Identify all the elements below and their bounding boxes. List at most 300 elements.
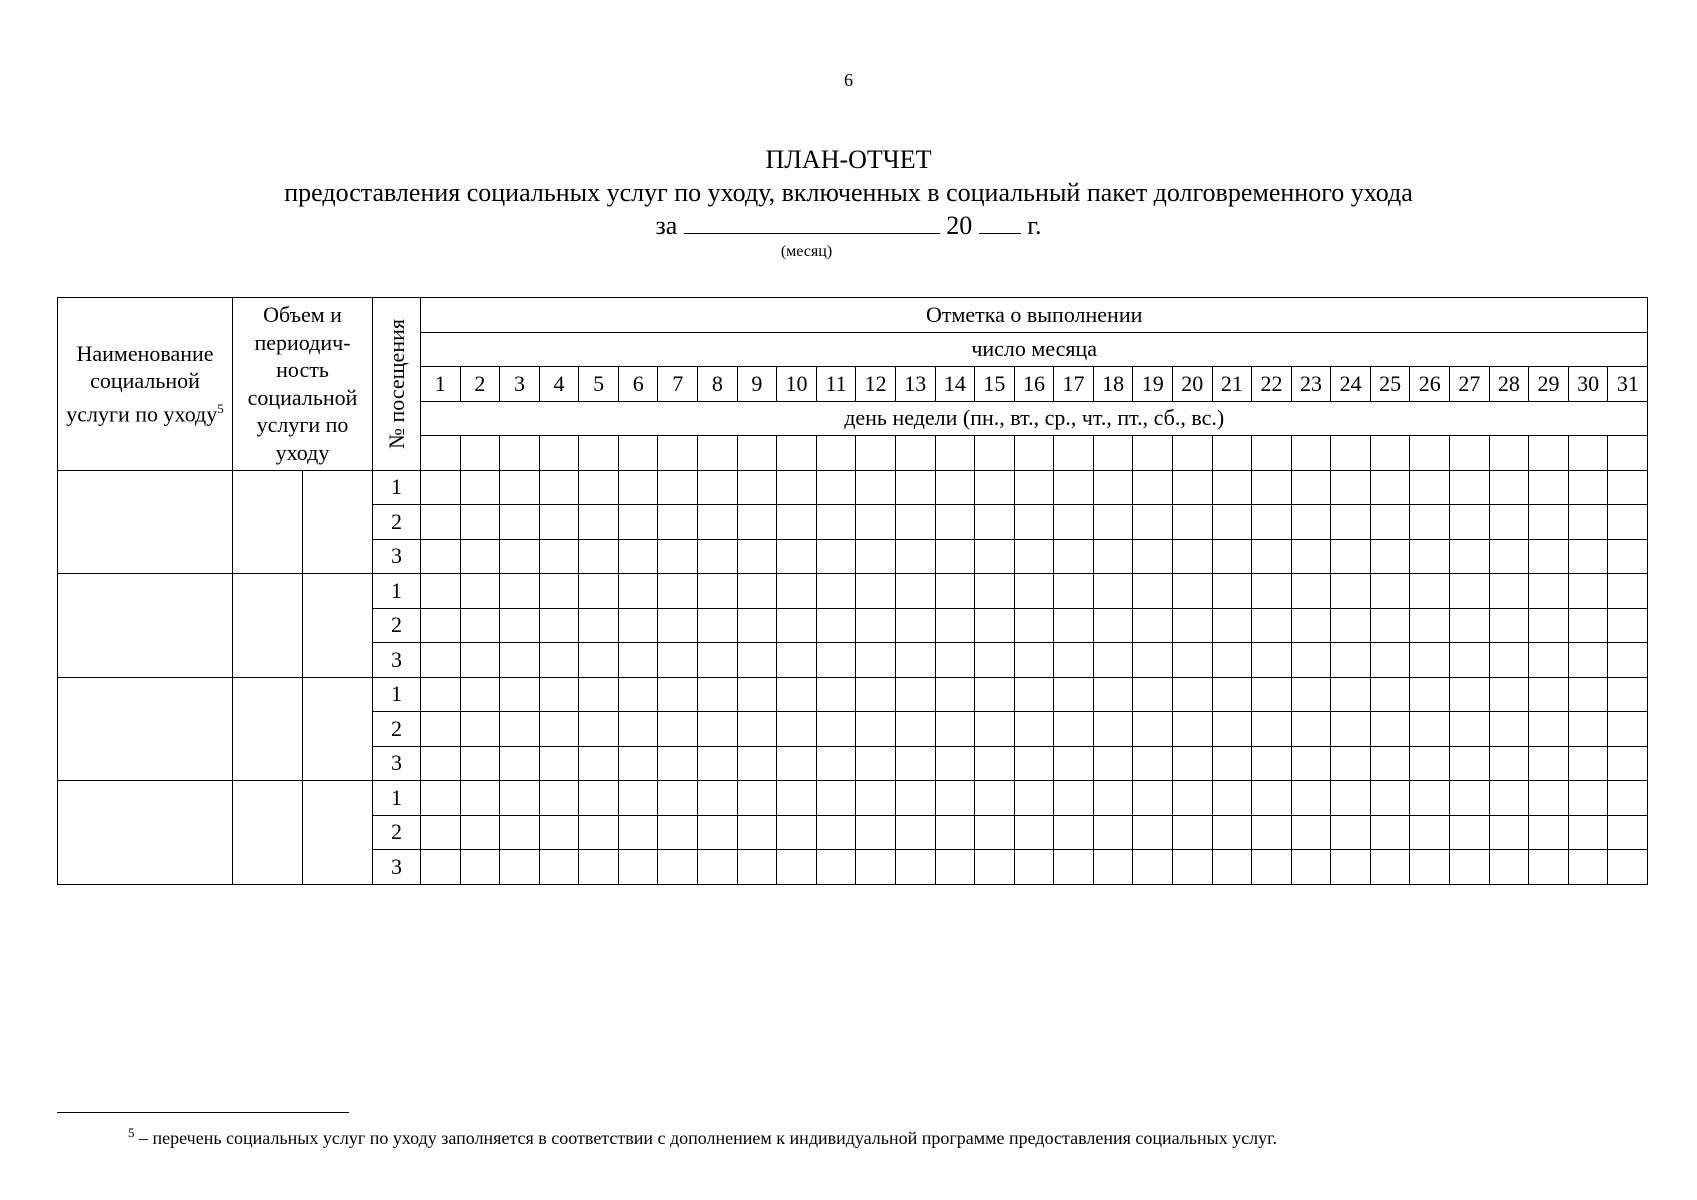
execution-mark-cell[interactable] [1568,505,1608,540]
execution-mark-cell[interactable] [579,781,619,816]
weekday-cell[interactable] [421,436,461,471]
execution-mark-cell[interactable] [1093,574,1133,609]
execution-mark-cell[interactable] [1529,643,1569,678]
execution-mark-cell[interactable] [1054,850,1094,885]
execution-mark-cell[interactable] [1173,608,1213,643]
execution-mark-cell[interactable] [1133,608,1173,643]
weekday-cell[interactable] [1608,436,1648,471]
execution-mark-cell[interactable] [1529,608,1569,643]
execution-mark-cell[interactable] [1450,677,1490,712]
execution-mark-cell[interactable] [1173,505,1213,540]
execution-mark-cell[interactable] [698,505,738,540]
execution-mark-cell[interactable] [1093,470,1133,505]
execution-mark-cell[interactable] [1252,574,1292,609]
execution-mark-cell[interactable] [737,505,777,540]
execution-mark-cell[interactable] [698,643,738,678]
execution-mark-cell[interactable] [1173,712,1213,747]
execution-mark-cell[interactable] [1014,781,1054,816]
execution-mark-cell[interactable] [1133,746,1173,781]
execution-mark-cell[interactable] [1529,850,1569,885]
execution-mark-cell[interactable] [856,712,896,747]
execution-mark-cell[interactable] [1173,677,1213,712]
execution-mark-cell[interactable] [1014,712,1054,747]
execution-mark-cell[interactable] [737,781,777,816]
execution-mark-cell[interactable] [935,643,975,678]
execution-mark-cell[interactable] [1489,850,1529,885]
execution-mark-cell[interactable] [856,677,896,712]
execution-mark-cell[interactable] [1370,746,1410,781]
weekday-cell[interactable] [698,436,738,471]
weekday-cell[interactable] [856,436,896,471]
execution-mark-cell[interactable] [737,746,777,781]
execution-mark-cell[interactable] [1568,746,1608,781]
execution-mark-cell[interactable] [935,850,975,885]
execution-mark-cell[interactable] [816,608,856,643]
execution-mark-cell[interactable] [975,574,1015,609]
execution-mark-cell[interactable] [1529,746,1569,781]
execution-mark-cell[interactable] [1093,781,1133,816]
execution-mark-cell[interactable] [1331,505,1371,540]
execution-mark-cell[interactable] [698,815,738,850]
execution-mark-cell[interactable] [1489,746,1529,781]
execution-mark-cell[interactable] [777,677,817,712]
execution-mark-cell[interactable] [460,574,500,609]
execution-mark-cell[interactable] [1054,505,1094,540]
execution-mark-cell[interactable] [658,712,698,747]
service-volume-cell[interactable] [233,470,303,574]
execution-mark-cell[interactable] [1054,608,1094,643]
execution-mark-cell[interactable] [1093,712,1133,747]
execution-mark-cell[interactable] [1568,643,1608,678]
execution-mark-cell[interactable] [1331,781,1371,816]
execution-mark-cell[interactable] [737,539,777,574]
execution-mark-cell[interactable] [1370,574,1410,609]
execution-mark-cell[interactable] [1093,850,1133,885]
execution-mark-cell[interactable] [460,815,500,850]
execution-mark-cell[interactable] [737,815,777,850]
execution-mark-cell[interactable] [1410,712,1450,747]
execution-mark-cell[interactable] [1608,712,1648,747]
execution-mark-cell[interactable] [1133,781,1173,816]
execution-mark-cell[interactable] [1331,608,1371,643]
execution-mark-cell[interactable] [658,677,698,712]
execution-mark-cell[interactable] [579,746,619,781]
execution-mark-cell[interactable] [1054,539,1094,574]
execution-mark-cell[interactable] [1291,746,1331,781]
execution-mark-cell[interactable] [1410,608,1450,643]
weekday-cell[interactable] [579,436,619,471]
execution-mark-cell[interactable] [500,712,540,747]
execution-mark-cell[interactable] [856,505,896,540]
execution-mark-cell[interactable] [698,470,738,505]
execution-mark-cell[interactable] [777,470,817,505]
execution-mark-cell[interactable] [698,608,738,643]
execution-mark-cell[interactable] [658,781,698,816]
execution-mark-cell[interactable] [1568,781,1608,816]
execution-mark-cell[interactable] [658,850,698,885]
execution-mark-cell[interactable] [618,677,658,712]
execution-mark-cell[interactable] [1410,505,1450,540]
execution-mark-cell[interactable] [658,470,698,505]
execution-mark-cell[interactable] [1133,643,1173,678]
execution-mark-cell[interactable] [500,574,540,609]
execution-mark-cell[interactable] [1410,574,1450,609]
execution-mark-cell[interactable] [1489,539,1529,574]
execution-mark-cell[interactable] [1291,470,1331,505]
execution-mark-cell[interactable] [500,746,540,781]
execution-mark-cell[interactable] [1370,712,1410,747]
execution-mark-cell[interactable] [579,470,619,505]
execution-mark-cell[interactable] [1014,815,1054,850]
execution-mark-cell[interactable] [1093,746,1133,781]
execution-mark-cell[interactable] [975,850,1015,885]
weekday-cell[interactable] [1014,436,1054,471]
weekday-cell[interactable] [1529,436,1569,471]
execution-mark-cell[interactable] [1450,505,1490,540]
execution-mark-cell[interactable] [460,746,500,781]
execution-mark-cell[interactable] [1252,815,1292,850]
execution-mark-cell[interactable] [1568,470,1608,505]
execution-mark-cell[interactable] [1291,643,1331,678]
execution-mark-cell[interactable] [1410,781,1450,816]
execution-mark-cell[interactable] [777,746,817,781]
execution-mark-cell[interactable] [421,850,461,885]
execution-mark-cell[interactable] [1331,815,1371,850]
execution-mark-cell[interactable] [1608,574,1648,609]
execution-mark-cell[interactable] [539,746,579,781]
execution-mark-cell[interactable] [421,643,461,678]
execution-mark-cell[interactable] [777,712,817,747]
execution-mark-cell[interactable] [895,643,935,678]
execution-mark-cell[interactable] [1173,781,1213,816]
month-blank-field[interactable] [684,211,940,234]
execution-mark-cell[interactable] [658,608,698,643]
execution-mark-cell[interactable] [539,505,579,540]
execution-mark-cell[interactable] [1370,470,1410,505]
execution-mark-cell[interactable] [1410,815,1450,850]
execution-mark-cell[interactable] [500,470,540,505]
execution-mark-cell[interactable] [895,712,935,747]
execution-mark-cell[interactable] [856,746,896,781]
execution-mark-cell[interactable] [935,470,975,505]
execution-mark-cell[interactable] [816,539,856,574]
execution-mark-cell[interactable] [895,470,935,505]
execution-mark-cell[interactable] [1529,505,1569,540]
execution-mark-cell[interactable] [1252,746,1292,781]
execution-mark-cell[interactable] [421,781,461,816]
execution-mark-cell[interactable] [500,505,540,540]
execution-mark-cell[interactable] [421,505,461,540]
execution-mark-cell[interactable] [1054,746,1094,781]
execution-mark-cell[interactable] [1529,815,1569,850]
execution-mark-cell[interactable] [421,712,461,747]
execution-mark-cell[interactable] [460,677,500,712]
execution-mark-cell[interactable] [1608,470,1648,505]
service-name-cell[interactable] [58,677,233,781]
weekday-cell[interactable] [1450,436,1490,471]
weekday-cell[interactable] [935,436,975,471]
execution-mark-cell[interactable] [1054,781,1094,816]
execution-mark-cell[interactable] [618,470,658,505]
execution-mark-cell[interactable] [1054,574,1094,609]
execution-mark-cell[interactable] [579,677,619,712]
weekday-cell[interactable] [539,436,579,471]
execution-mark-cell[interactable] [618,643,658,678]
execution-mark-cell[interactable] [1529,470,1569,505]
execution-mark-cell[interactable] [1173,643,1213,678]
execution-mark-cell[interactable] [1608,608,1648,643]
execution-mark-cell[interactable] [579,505,619,540]
execution-mark-cell[interactable] [975,643,1015,678]
execution-mark-cell[interactable] [1568,850,1608,885]
execution-mark-cell[interactable] [1173,539,1213,574]
execution-mark-cell[interactable] [975,470,1015,505]
execution-mark-cell[interactable] [1054,712,1094,747]
execution-mark-cell[interactable] [1410,470,1450,505]
execution-mark-cell[interactable] [1489,608,1529,643]
execution-mark-cell[interactable] [1568,608,1608,643]
execution-mark-cell[interactable] [895,677,935,712]
execution-mark-cell[interactable] [1568,815,1608,850]
execution-mark-cell[interactable] [1370,608,1410,643]
execution-mark-cell[interactable] [1370,815,1410,850]
execution-mark-cell[interactable] [895,850,935,885]
execution-mark-cell[interactable] [1212,746,1252,781]
execution-mark-cell[interactable] [1212,505,1252,540]
weekday-cell[interactable] [1331,436,1371,471]
execution-mark-cell[interactable] [1608,746,1648,781]
execution-mark-cell[interactable] [1212,815,1252,850]
execution-mark-cell[interactable] [1093,643,1133,678]
execution-mark-cell[interactable] [1370,643,1410,678]
service-periodicity-cell[interactable] [303,574,373,678]
execution-mark-cell[interactable] [975,746,1015,781]
execution-mark-cell[interactable] [1489,574,1529,609]
execution-mark-cell[interactable] [1370,850,1410,885]
execution-mark-cell[interactable] [579,643,619,678]
execution-mark-cell[interactable] [1529,677,1569,712]
execution-mark-cell[interactable] [698,712,738,747]
execution-mark-cell[interactable] [935,712,975,747]
execution-mark-cell[interactable] [698,677,738,712]
execution-mark-cell[interactable] [777,505,817,540]
weekday-cell[interactable] [1410,436,1450,471]
execution-mark-cell[interactable] [460,505,500,540]
execution-mark-cell[interactable] [1014,539,1054,574]
execution-mark-cell[interactable] [895,574,935,609]
execution-mark-cell[interactable] [421,746,461,781]
execution-mark-cell[interactable] [935,781,975,816]
execution-mark-cell[interactable] [421,608,461,643]
weekday-cell[interactable] [1252,436,1292,471]
execution-mark-cell[interactable] [935,505,975,540]
weekday-cell[interactable] [658,436,698,471]
execution-mark-cell[interactable] [1370,505,1410,540]
execution-mark-cell[interactable] [500,643,540,678]
execution-mark-cell[interactable] [1608,505,1648,540]
execution-mark-cell[interactable] [737,677,777,712]
execution-mark-cell[interactable] [1093,608,1133,643]
execution-mark-cell[interactable] [1014,643,1054,678]
service-volume-cell[interactable] [233,574,303,678]
execution-mark-cell[interactable] [618,712,658,747]
weekday-cell[interactable] [1093,436,1133,471]
execution-mark-cell[interactable] [421,470,461,505]
execution-mark-cell[interactable] [737,712,777,747]
execution-mark-cell[interactable] [539,850,579,885]
execution-mark-cell[interactable] [500,608,540,643]
execution-mark-cell[interactable] [856,608,896,643]
execution-mark-cell[interactable] [935,815,975,850]
execution-mark-cell[interactable] [816,815,856,850]
execution-mark-cell[interactable] [1450,850,1490,885]
execution-mark-cell[interactable] [1291,505,1331,540]
execution-mark-cell[interactable] [1568,712,1608,747]
service-name-cell[interactable] [58,574,233,678]
execution-mark-cell[interactable] [1252,643,1292,678]
execution-mark-cell[interactable] [1529,574,1569,609]
execution-mark-cell[interactable] [777,781,817,816]
execution-mark-cell[interactable] [579,850,619,885]
execution-mark-cell[interactable] [618,574,658,609]
execution-mark-cell[interactable] [539,712,579,747]
execution-mark-cell[interactable] [1608,539,1648,574]
weekday-cell[interactable] [1133,436,1173,471]
execution-mark-cell[interactable] [460,850,500,885]
execution-mark-cell[interactable] [579,574,619,609]
execution-mark-cell[interactable] [1568,574,1608,609]
execution-mark-cell[interactable] [1450,539,1490,574]
execution-mark-cell[interactable] [1331,746,1371,781]
execution-mark-cell[interactable] [975,505,1015,540]
execution-mark-cell[interactable] [777,815,817,850]
service-periodicity-cell[interactable] [303,677,373,781]
execution-mark-cell[interactable] [816,850,856,885]
execution-mark-cell[interactable] [816,505,856,540]
execution-mark-cell[interactable] [975,815,1015,850]
execution-mark-cell[interactable] [856,574,896,609]
execution-mark-cell[interactable] [421,574,461,609]
execution-mark-cell[interactable] [1450,746,1490,781]
execution-mark-cell[interactable] [935,677,975,712]
execution-mark-cell[interactable] [658,574,698,609]
execution-mark-cell[interactable] [1014,574,1054,609]
execution-mark-cell[interactable] [895,608,935,643]
execution-mark-cell[interactable] [658,643,698,678]
execution-mark-cell[interactable] [1291,677,1331,712]
execution-mark-cell[interactable] [1054,470,1094,505]
execution-mark-cell[interactable] [1489,643,1529,678]
execution-mark-cell[interactable] [1173,470,1213,505]
execution-mark-cell[interactable] [698,539,738,574]
execution-mark-cell[interactable] [460,781,500,816]
execution-mark-cell[interactable] [856,815,896,850]
execution-mark-cell[interactable] [618,746,658,781]
execution-mark-cell[interactable] [618,781,658,816]
execution-mark-cell[interactable] [935,746,975,781]
execution-mark-cell[interactable] [500,539,540,574]
service-volume-cell[interactable] [233,781,303,885]
year-blank-field[interactable] [979,211,1021,234]
execution-mark-cell[interactable] [1133,850,1173,885]
execution-mark-cell[interactable] [935,574,975,609]
execution-mark-cell[interactable] [460,539,500,574]
execution-mark-cell[interactable] [421,539,461,574]
execution-mark-cell[interactable] [1450,470,1490,505]
service-periodicity-cell[interactable] [303,470,373,574]
execution-mark-cell[interactable] [618,850,658,885]
execution-mark-cell[interactable] [460,608,500,643]
execution-mark-cell[interactable] [460,643,500,678]
execution-mark-cell[interactable] [1252,781,1292,816]
execution-mark-cell[interactable] [1450,574,1490,609]
execution-mark-cell[interactable] [1133,470,1173,505]
execution-mark-cell[interactable] [539,643,579,678]
execution-mark-cell[interactable] [1489,677,1529,712]
service-volume-cell[interactable] [233,677,303,781]
weekday-cell[interactable] [1173,436,1213,471]
execution-mark-cell[interactable] [1450,643,1490,678]
execution-mark-cell[interactable] [1173,574,1213,609]
execution-mark-cell[interactable] [1252,850,1292,885]
execution-mark-cell[interactable] [1212,781,1252,816]
execution-mark-cell[interactable] [1410,677,1450,712]
execution-mark-cell[interactable] [737,608,777,643]
execution-mark-cell[interactable] [658,539,698,574]
execution-mark-cell[interactable] [816,470,856,505]
execution-mark-cell[interactable] [539,815,579,850]
weekday-cell[interactable] [975,436,1015,471]
weekday-cell[interactable] [460,436,500,471]
execution-mark-cell[interactable] [975,608,1015,643]
execution-mark-cell[interactable] [816,643,856,678]
execution-mark-cell[interactable] [579,539,619,574]
execution-mark-cell[interactable] [658,505,698,540]
execution-mark-cell[interactable] [1133,815,1173,850]
execution-mark-cell[interactable] [816,712,856,747]
execution-mark-cell[interactable] [1331,677,1371,712]
execution-mark-cell[interactable] [658,815,698,850]
execution-mark-cell[interactable] [618,815,658,850]
execution-mark-cell[interactable] [1410,539,1450,574]
execution-mark-cell[interactable] [895,815,935,850]
weekday-cell[interactable] [1568,436,1608,471]
execution-mark-cell[interactable] [618,505,658,540]
execution-mark-cell[interactable] [1212,850,1252,885]
execution-mark-cell[interactable] [935,539,975,574]
execution-mark-cell[interactable] [816,677,856,712]
execution-mark-cell[interactable] [737,643,777,678]
execution-mark-cell[interactable] [1173,850,1213,885]
execution-mark-cell[interactable] [1529,539,1569,574]
service-name-cell[interactable] [58,470,233,574]
execution-mark-cell[interactable] [777,574,817,609]
execution-mark-cell[interactable] [1291,850,1331,885]
execution-mark-cell[interactable] [1133,574,1173,609]
execution-mark-cell[interactable] [579,712,619,747]
execution-mark-cell[interactable] [1410,643,1450,678]
execution-mark-cell[interactable] [1370,781,1410,816]
execution-mark-cell[interactable] [1014,608,1054,643]
execution-mark-cell[interactable] [1450,815,1490,850]
execution-mark-cell[interactable] [856,643,896,678]
execution-mark-cell[interactable] [895,746,935,781]
execution-mark-cell[interactable] [1529,712,1569,747]
execution-mark-cell[interactable] [1489,781,1529,816]
execution-mark-cell[interactable] [1252,539,1292,574]
execution-mark-cell[interactable] [539,608,579,643]
weekday-cell[interactable] [1054,436,1094,471]
